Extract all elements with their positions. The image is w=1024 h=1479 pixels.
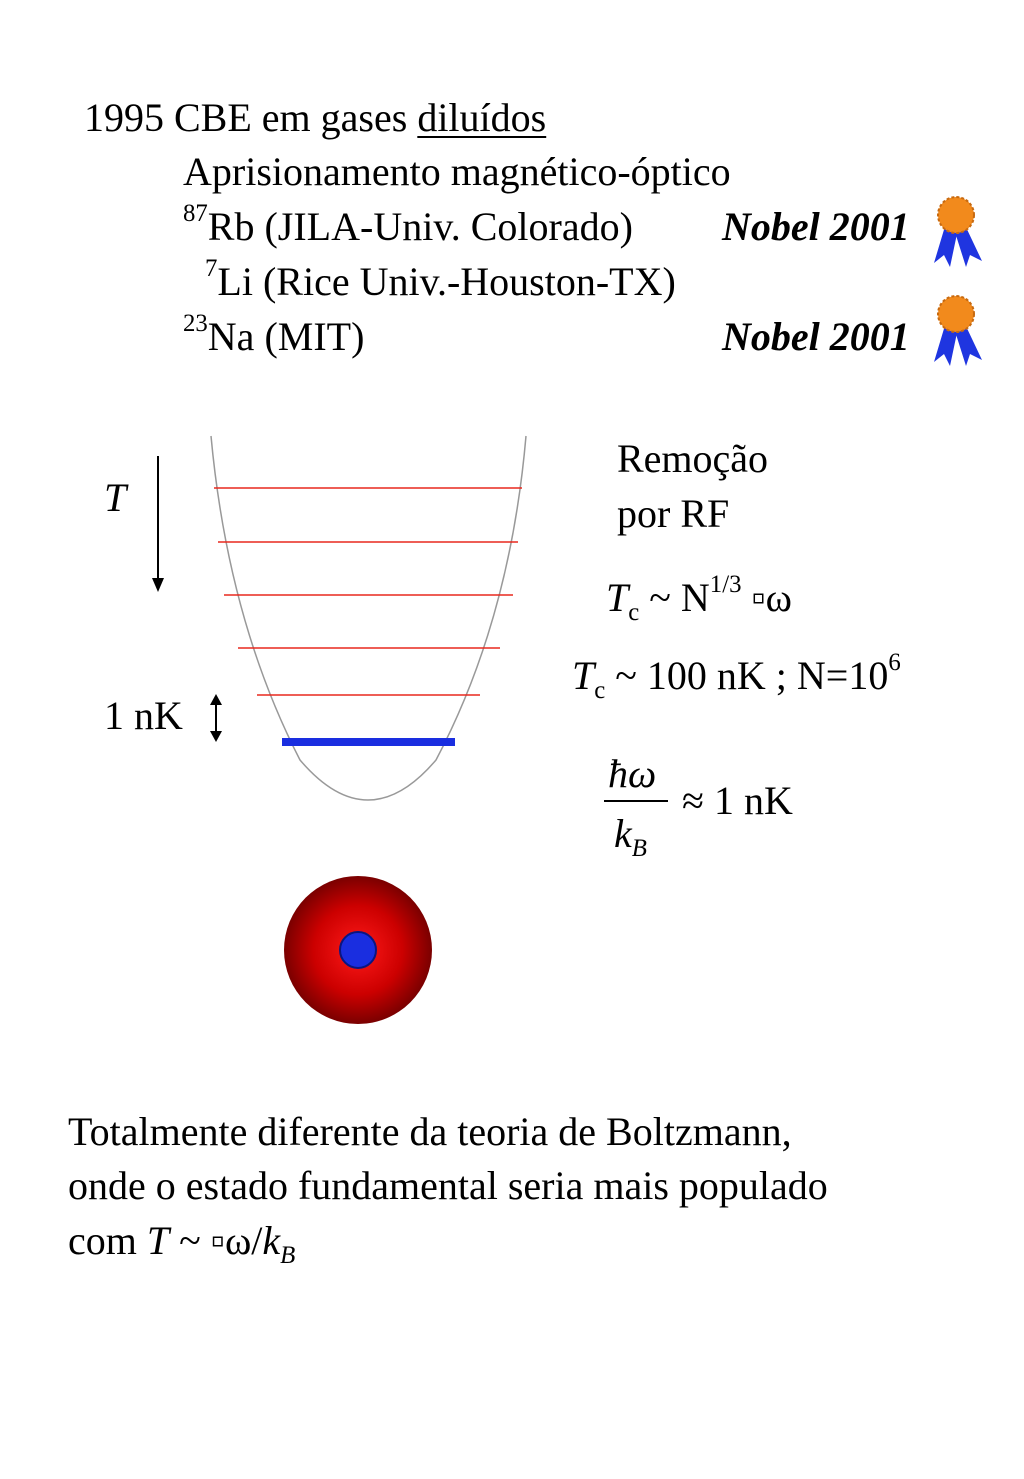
footer-line3: com T ~ $▫\omega/k_B$ — [68, 1218, 296, 1269]
condensate-core — [340, 932, 376, 968]
mass-number: 87 — [183, 200, 208, 228]
subtitle: Aprisionamento magnético-óptico — [183, 149, 731, 194]
experiment-label: Li (Rice Univ.-Houston-TX) — [217, 259, 676, 304]
fraction-rhs: ≈ 1 nK — [682, 778, 793, 823]
title-underlined: diluídos — [417, 95, 547, 140]
mass-number: 7 — [205, 255, 218, 283]
arrow-up-icon — [210, 694, 222, 705]
fraction-numerator: ħω — [608, 751, 657, 796]
rf-label-line2: por RF — [617, 491, 730, 536]
footer-line1: Totalmente diferente da teoria de Boltzmann, — [68, 1109, 792, 1154]
nobel-label: Nobel 2001 — [722, 314, 910, 359]
fraction-denominator: $k_B$ — [614, 811, 647, 862]
equation-tc-value: $T_c$ ~ 100 nK ; $N=10^6$ — [572, 649, 901, 704]
title-prefix: CBE em gases — [174, 95, 408, 140]
nobel-label: Nobel 2001 — [722, 204, 910, 249]
arrow-head-icon — [152, 578, 164, 592]
experiment-label: Rb (JILA-Univ. Colorado) — [207, 204, 633, 249]
equation-tc-scaling: $T_c$ ~ $N^{1/3}$ ▫ω — [606, 571, 792, 626]
experiment-label: Na (MIT) — [207, 314, 365, 359]
mass-number: 23 — [183, 310, 208, 338]
footer-line2: onde o estado fundamental seria mais populado — [68, 1163, 828, 1208]
rf-label-line1: Remoção — [617, 436, 769, 481]
scale-label: 1 nK — [104, 693, 183, 738]
temperature-label: T — [104, 475, 127, 520]
arrow-down-icon — [210, 731, 222, 742]
year: 1995 — [84, 95, 164, 140]
